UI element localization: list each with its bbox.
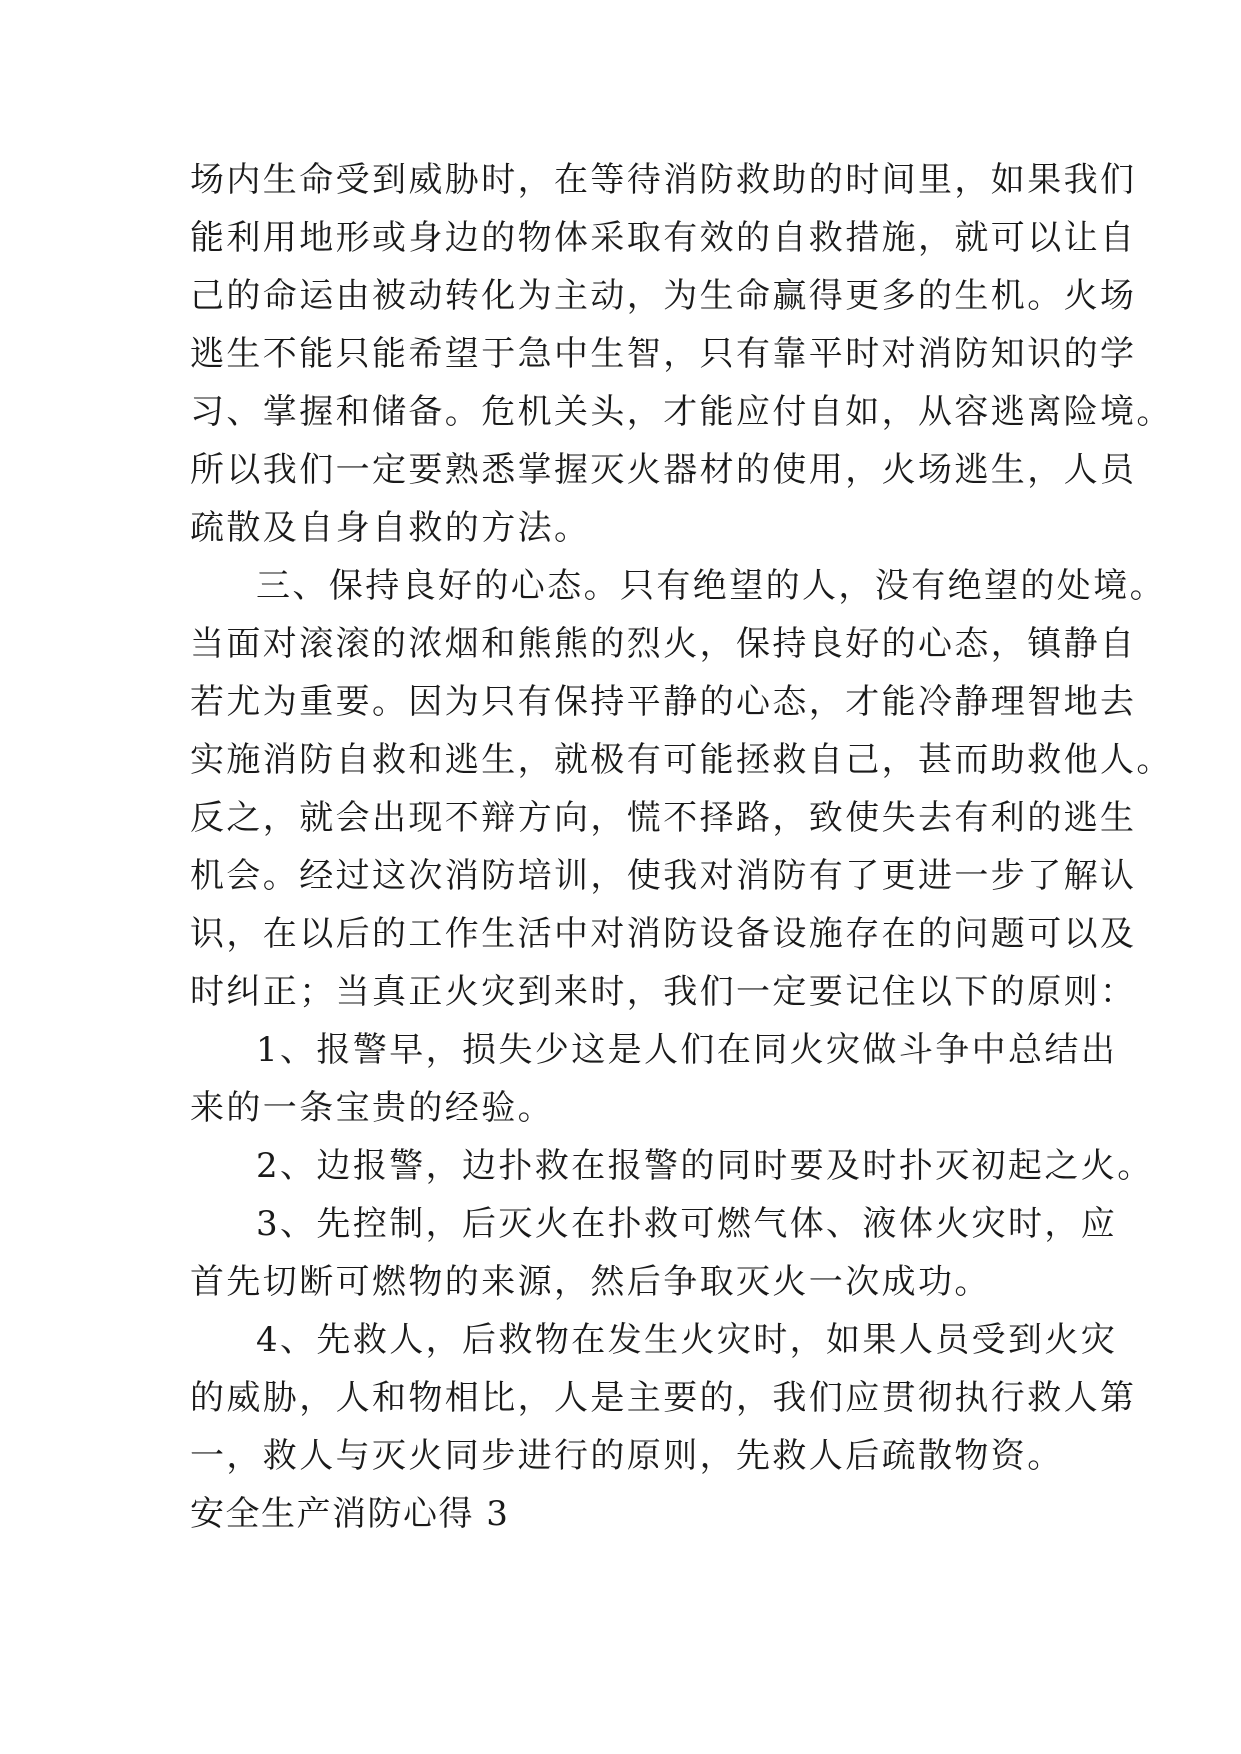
text-line: 识，在以后的工作生活中对消防设备设施存在的问题可以及 [190, 914, 1137, 954]
text-line: 的威胁，人和物相比，人是主要的，我们应贯彻执行救人第 [190, 1378, 1137, 1418]
text-line: 能利用地形或身边的物体采取有效的自救措施，就可以让自 [190, 218, 1137, 258]
text-line: 习、掌握和储备。危机关头，才能应付自如，从容逃离险境。 [190, 392, 1173, 432]
text-line: 一，救人与灭火同步进行的原则，先救人后疏散物资。 [190, 1436, 1064, 1476]
text-line: 当面对滚滚的浓烟和熊熊的烈火，保持良好的心态，镇静自 [190, 624, 1137, 664]
list-item-1: 1、报警早，损失少这是人们在同火灾做斗争中总结出 [256, 1030, 1118, 1070]
text-line: 时纠正；当真正火灾到来时，我们一定要记住以下的原则： [190, 972, 1137, 1012]
text-line: 场内生命受到威胁时，在等待消防救助的时间里，如果我们 [190, 160, 1137, 200]
section-heading: 安全生产消防心得 3 [190, 1494, 510, 1534]
text-line: 来的一条宝贵的经验。 [190, 1088, 554, 1128]
text-line: 首先切断可燃物的来源，然后争取灭火一次成功。 [190, 1262, 991, 1302]
list-item-3: 3、先控制，后灭火在扑救可燃气体、液体火灾时，应 [256, 1204, 1118, 1244]
list-item-4: 4、先救人，后救物在发生火灾时，如果人员受到火灾 [256, 1320, 1118, 1360]
paragraph-start-line: 三、保持良好的心态。只有绝望的人，没有绝望的处境。 [256, 566, 1166, 606]
text-line: 疏散及自身自救的方法。 [190, 508, 591, 548]
text-line: 若尤为重要。因为只有保持平静的心态，才能冷静理智地去 [190, 682, 1137, 722]
text-line: 机会。经过这次消防培训，使我对消防有了更进一步了解认 [190, 856, 1137, 896]
text-line: 反之，就会出现不辩方向，慌不择路，致使失去有利的逃生 [190, 798, 1137, 838]
text-line: 实施消防自救和逃生，就极有可能拯救自己，甚而助救他人。 [190, 740, 1173, 780]
text-line: 所以我们一定要熟悉掌握灭火器材的使用，火场逃生，人员 [190, 450, 1137, 490]
text-line: 逃生不能只能希望于急中生智，只有靠平时对消防知识的学 [190, 334, 1137, 374]
text-line: 己的命运由被动转化为主动，为生命赢得更多的生机。火场 [190, 276, 1137, 316]
list-item-2: 2、边报警，边扑救在报警的同时要及时扑灭初起之火。 [256, 1146, 1154, 1186]
